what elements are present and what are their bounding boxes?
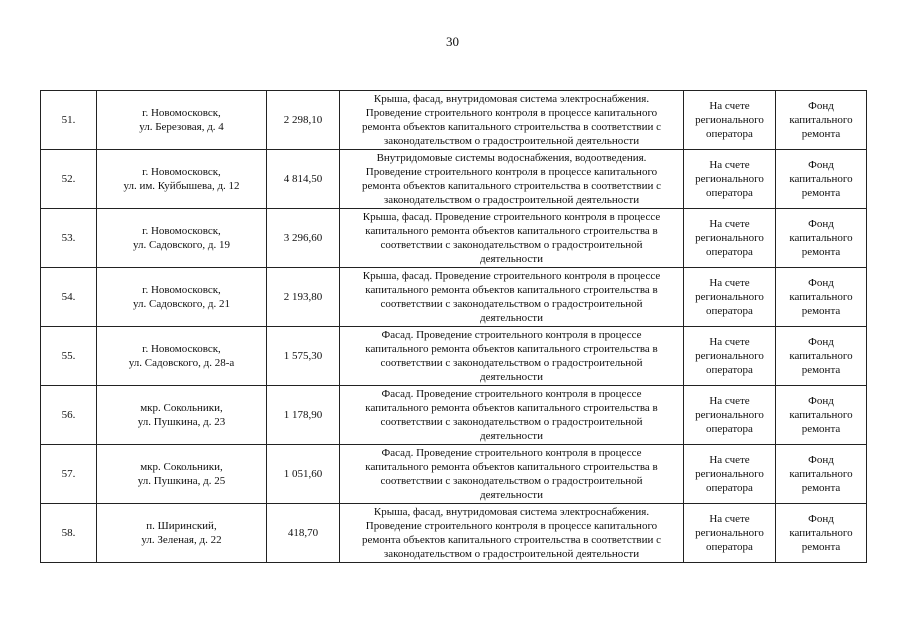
- row-number: 54.: [41, 268, 97, 327]
- account-cell: [684, 150, 776, 209]
- account-line: На счете: [709, 395, 750, 407]
- account-line: оператора: [706, 187, 753, 199]
- address-line: ул. Садовского, д. 28-а: [128, 357, 235, 369]
- works-line: соответствии с законодательством о градостроительной: [380, 298, 643, 310]
- row-number: 53.: [41, 209, 97, 268]
- table-row: [41, 386, 867, 445]
- area-cell: 1 575,30: [267, 327, 340, 386]
- fund-line: капитального: [789, 468, 853, 480]
- fund-cell: [776, 150, 867, 209]
- works-line: Проведение строительного контроля в процессе капитального: [365, 520, 658, 532]
- account-line: оператора: [706, 246, 753, 258]
- fund-line: ремонта: [801, 364, 841, 376]
- address-line: ул. Березовая, д. 4: [139, 121, 224, 133]
- account-line: оператора: [706, 482, 753, 494]
- works-line: Проведение строительного контроля в процессе капитального: [365, 107, 658, 119]
- works-cell: [340, 327, 684, 386]
- account-cell: [684, 386, 776, 445]
- account-line: оператора: [706, 541, 753, 553]
- works-line: деятельности: [480, 489, 543, 501]
- account-line: регионального: [695, 350, 764, 362]
- account-line: На счете: [709, 336, 750, 348]
- works-line: Фасад. Проведение строительного контроля в процессе: [381, 329, 642, 341]
- address-cell: [97, 327, 267, 386]
- fund-line: Фонд: [808, 277, 834, 289]
- account-cell: [684, 504, 776, 563]
- address-line: ул. Садовского, д. 21: [133, 298, 230, 310]
- account-cell: [684, 209, 776, 268]
- account-line: регионального: [695, 232, 764, 244]
- address-line: ул. Садовского, д. 19: [133, 239, 230, 251]
- fund-line: капитального: [789, 527, 853, 539]
- row-number: 58.: [41, 504, 97, 563]
- account-line: оператора: [706, 305, 753, 317]
- table-row: [41, 150, 867, 209]
- works-cell: [340, 504, 684, 563]
- account-line: оператора: [706, 423, 753, 435]
- fund-line: Фонд: [808, 454, 834, 466]
- row-number: 51.: [41, 91, 97, 150]
- fund-line: капитального: [789, 291, 853, 303]
- fund-line: капитального: [789, 173, 853, 185]
- fund-line: ремонта: [801, 128, 841, 140]
- works-cell: [340, 150, 684, 209]
- row-number: 57.: [41, 445, 97, 504]
- account-line: На счете: [709, 513, 750, 525]
- area-cell: 1 051,60: [267, 445, 340, 504]
- works-line: законодательством о градостроительной деятельности: [383, 194, 640, 206]
- table-row: [41, 445, 867, 504]
- account-cell: [684, 268, 776, 327]
- works-line: капитального ремонта объектов капитального строительства в: [365, 461, 658, 473]
- works-cell: [340, 268, 684, 327]
- works-line: соответствии с законодательством о градостроительной: [380, 239, 643, 251]
- fund-line: ремонта: [801, 482, 841, 494]
- account-cell: [684, 91, 776, 150]
- works-line: соответствии с законодательством о градостроительной: [380, 357, 643, 369]
- works-line: соответствии с законодательством о градостроительной: [380, 475, 643, 487]
- account-line: регионального: [695, 527, 764, 539]
- fund-cell: [776, 504, 867, 563]
- works-line: Фасад. Проведение строительного контроля в процессе: [381, 388, 642, 400]
- works-line: ремонта объектов капитального строительства в соответствии с: [362, 121, 661, 133]
- row-number: 52.: [41, 150, 97, 209]
- works-line: капитального ремонта объектов капитального строительства в: [365, 225, 658, 237]
- address-line: ул. Зеленая, д. 22: [141, 534, 222, 546]
- fund-line: Фонд: [808, 513, 834, 525]
- area-cell: 2 298,10: [267, 91, 340, 150]
- address-cell: [97, 386, 267, 445]
- fund-line: ремонта: [801, 305, 841, 317]
- account-cell: [684, 445, 776, 504]
- fund-line: Фонд: [808, 218, 834, 230]
- account-line: На счете: [709, 218, 750, 230]
- fund-line: Фонд: [808, 159, 834, 171]
- works-line: Крыша, фасад, внутридомовая система электроснабжения.: [373, 506, 650, 518]
- fund-line: капитального: [789, 232, 853, 244]
- fund-line: Фонд: [808, 100, 834, 112]
- fund-cell: [776, 386, 867, 445]
- works-line: ремонта объектов капитального строительства в соответствии с: [362, 180, 661, 192]
- fund-cell: [776, 209, 867, 268]
- works-line: капитального ремонта объектов капитального строительства в: [365, 343, 658, 355]
- address-line: г. Новомосковск,: [142, 225, 221, 237]
- fund-line: капитального: [789, 114, 853, 126]
- fund-line: ремонта: [801, 187, 841, 199]
- address-cell: [97, 209, 267, 268]
- works-line: соответствии с законодательством о градостроительной: [380, 416, 643, 428]
- works-line: деятельности: [480, 371, 543, 383]
- address-line: г. Новомосковск,: [142, 107, 221, 119]
- works-cell: [340, 209, 684, 268]
- address-cell: [97, 445, 267, 504]
- address-cell: [97, 91, 267, 150]
- fund-line: ремонта: [801, 423, 841, 435]
- address-line: мкр. Сокольники,: [140, 461, 223, 473]
- table-row: [41, 327, 867, 386]
- account-line: регионального: [695, 409, 764, 421]
- account-line: На счете: [709, 454, 750, 466]
- address-line: ул. Пушкина, д. 23: [137, 416, 226, 428]
- account-line: регионального: [695, 173, 764, 185]
- address-line: п. Ширинский,: [146, 520, 217, 532]
- works-line: капитального ремонта объектов капитального строительства в: [365, 284, 658, 296]
- table-row: [41, 209, 867, 268]
- area-cell: 2 193,80: [267, 268, 340, 327]
- table-row: [41, 91, 867, 150]
- address-line: г. Новомосковск,: [142, 284, 221, 296]
- table-row: [41, 268, 867, 327]
- works-line: Фасад. Проведение строительного контроля в процессе: [381, 447, 642, 459]
- works-line: Крыша, фасад. Проведение строительного контроля в процессе: [362, 211, 661, 223]
- works-cell: [340, 445, 684, 504]
- address-line: г. Новомосковск,: [142, 343, 221, 355]
- address-cell: [97, 150, 267, 209]
- account-line: На счете: [709, 277, 750, 289]
- repair-program-table: [40, 90, 867, 563]
- works-line: капитального ремонта объектов капитального строительства в: [365, 402, 658, 414]
- works-line: Крыша, фасад, внутридомовая система электроснабжения.: [373, 93, 650, 105]
- works-line: деятельности: [480, 253, 543, 265]
- fund-line: ремонта: [801, 246, 841, 258]
- address-line: ул. им. Куйбышева, д. 12: [123, 180, 240, 192]
- fund-cell: [776, 327, 867, 386]
- account-line: На счете: [709, 159, 750, 171]
- account-line: оператора: [706, 364, 753, 376]
- fund-line: Фонд: [808, 336, 834, 348]
- row-number: 56.: [41, 386, 97, 445]
- account-line: регионального: [695, 468, 764, 480]
- account-line: регионального: [695, 114, 764, 126]
- works-line: законодательством о градостроительной деятельности: [383, 548, 640, 560]
- works-cell: [340, 386, 684, 445]
- works-cell: [340, 91, 684, 150]
- area-cell: 4 814,50: [267, 150, 340, 209]
- address-line: г. Новомосковск,: [142, 166, 221, 178]
- works-line: Проведение строительного контроля в процессе капитального: [365, 166, 658, 178]
- page-number: 30: [446, 34, 459, 49]
- address-line: мкр. Сокольники,: [140, 402, 223, 414]
- fund-line: капитального: [789, 350, 853, 362]
- fund-line: капитального: [789, 409, 853, 421]
- account-line: оператора: [706, 128, 753, 140]
- works-line: ремонта объектов капитального строительства в соответствии с: [362, 534, 661, 546]
- account-line: На счете: [709, 100, 750, 112]
- fund-cell: [776, 91, 867, 150]
- works-line: деятельности: [480, 312, 543, 324]
- address-line: ул. Пушкина, д. 25: [137, 475, 226, 487]
- area-cell: 418,70: [267, 504, 340, 563]
- fund-cell: [776, 445, 867, 504]
- works-line: законодательством о градостроительной деятельности: [383, 135, 640, 147]
- area-cell: 1 178,90: [267, 386, 340, 445]
- works-line: Крыша, фасад. Проведение строительного контроля в процессе: [362, 270, 661, 282]
- row-number: 55.: [41, 327, 97, 386]
- address-cell: [97, 268, 267, 327]
- area-cell: 3 296,60: [267, 209, 340, 268]
- account-line: регионального: [695, 291, 764, 303]
- works-line: Внутридомовые системы водоснабжения, водоотведения.: [376, 152, 647, 164]
- fund-line: ремонта: [801, 541, 841, 553]
- table-row: [41, 504, 867, 563]
- account-cell: [684, 327, 776, 386]
- address-cell: [97, 504, 267, 563]
- works-line: деятельности: [480, 430, 543, 442]
- fund-cell: [776, 268, 867, 327]
- fund-line: Фонд: [808, 395, 834, 407]
